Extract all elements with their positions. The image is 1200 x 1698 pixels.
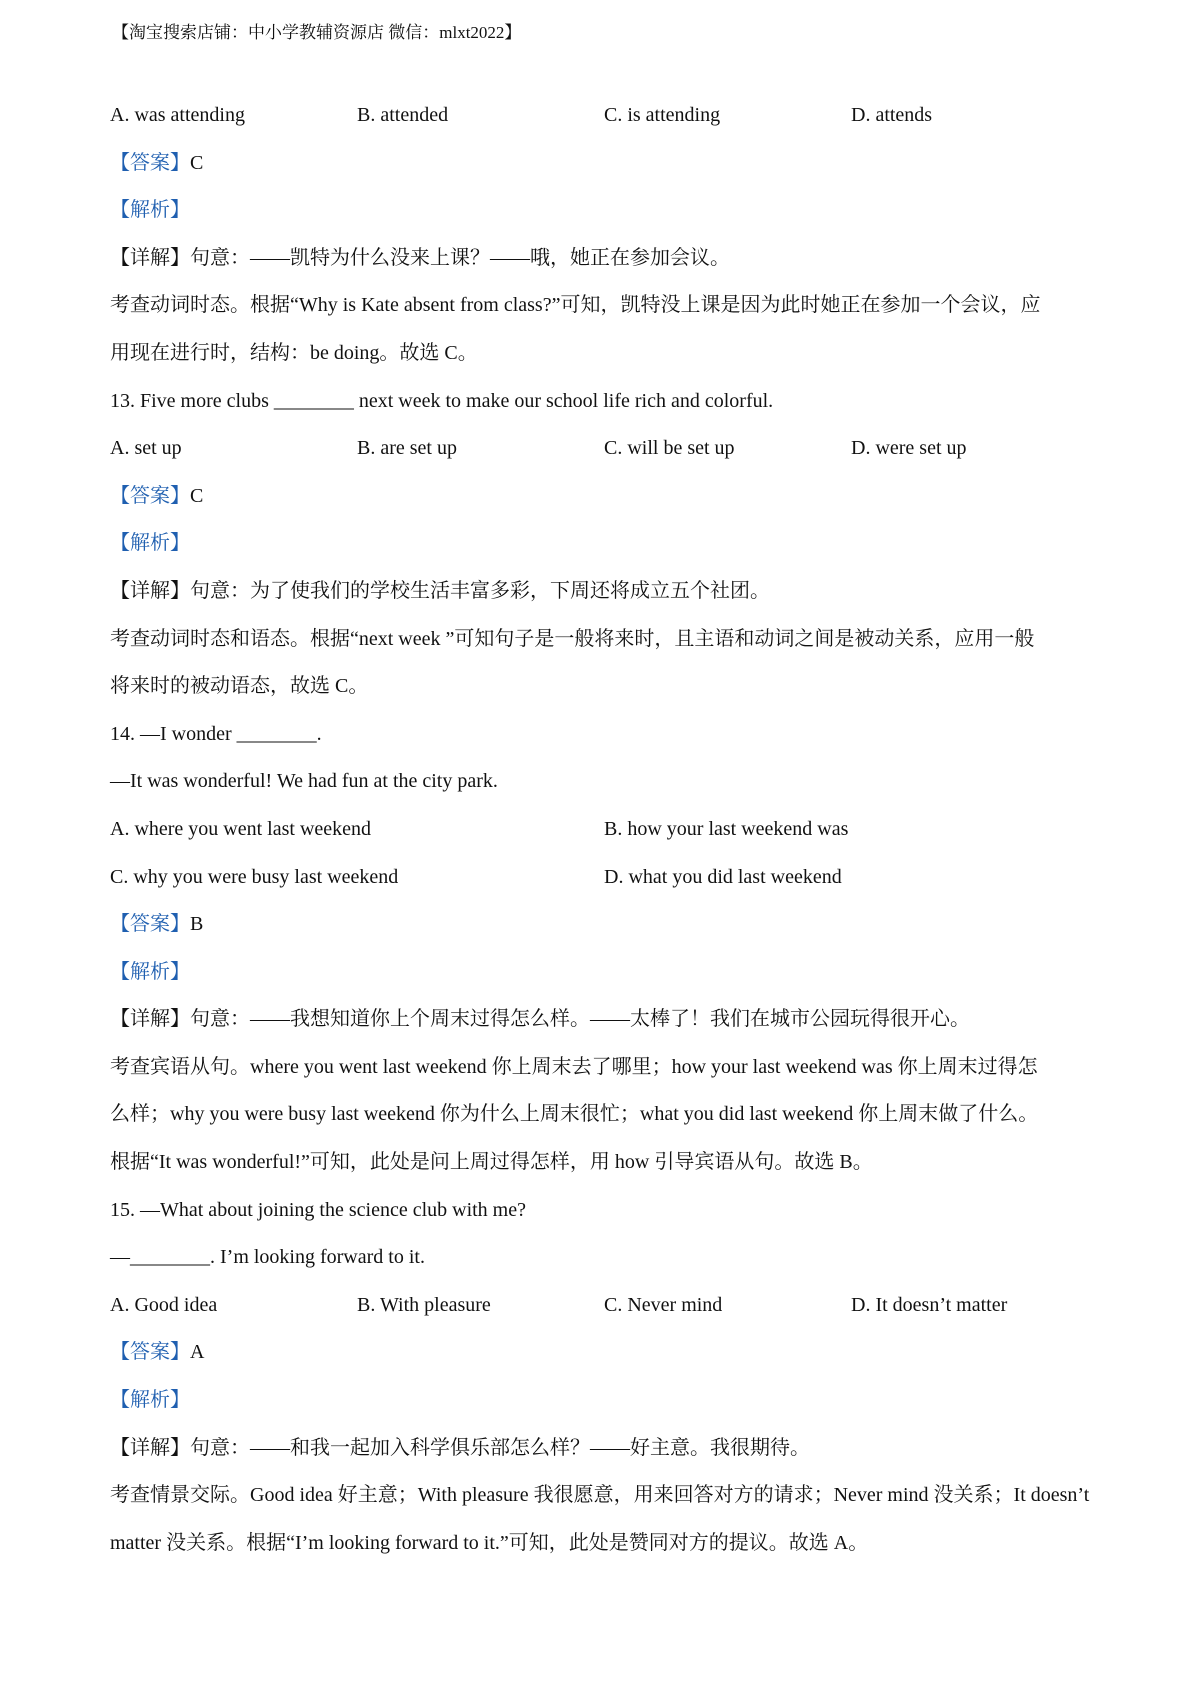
q13-detail-text: 句意：为了使我们的学校生活丰富多彩，下周还将成立五个社团。: [190, 579, 770, 602]
answer-label: 【答案】: [110, 151, 190, 174]
q15-option-d: D. It doesn’t matter: [851, 1293, 1008, 1316]
q13-option-a: A. set up: [110, 437, 182, 460]
q15-option-a: A. Good idea: [110, 1293, 218, 1316]
q12-answer: [110, 145, 1100, 193]
q13-detail: [110, 573, 1100, 621]
q13-option-b: B. are set up: [357, 437, 457, 460]
q13-answer: [110, 478, 1100, 526]
detail-label: 【详解】: [110, 1436, 190, 1459]
q15-analysis: [110, 1382, 1100, 1430]
q14-option-b: B. how your last weekend was: [604, 817, 849, 840]
q13-analysis: [110, 525, 1100, 573]
q12-answer-value: C: [190, 151, 204, 174]
q12-options: [110, 97, 1100, 145]
q15-detail-text: 句意：——和我一起加入科学俱乐部怎么样？——好主意。我很期待。: [190, 1436, 810, 1459]
q15-explain-line-1: 考查情景交际。Good idea 好主意；With pleasure 我很愿意，用来回答对方的请求；Never mind 没关系；It doesn’t: [110, 1484, 1090, 1507]
q15-stem: 15. —What about joining the science club with me?: [110, 1198, 526, 1221]
q14-option-d: D. what you did last weekend: [604, 865, 842, 888]
q14-detail: [110, 1001, 1100, 1049]
document-body: [110, 97, 1100, 1572]
answer-label: 【答案】: [110, 913, 190, 936]
analysis-label: 【解析】: [110, 199, 190, 222]
q15-options: [110, 1287, 1100, 1335]
q15-option-b: B. With pleasure: [357, 1293, 491, 1316]
q13-option-c: C. will be set up: [604, 437, 735, 460]
q13-answer-value: C: [190, 484, 204, 507]
detail-label: 【详解】: [110, 1008, 190, 1031]
q13-options: [110, 430, 1100, 478]
q12-explain-line-2: 用现在进行时，结构：be doing。故选 C。: [110, 341, 478, 364]
q12-option-d: D. attends: [851, 104, 933, 126]
q14-option-c: C. why you were busy last weekend: [110, 865, 399, 888]
q14-stem-reply: —It was wonderful! We had fun at the city park.: [110, 770, 498, 793]
answer-label: 【答案】: [110, 1341, 190, 1364]
q14-options-row-2: [110, 859, 1100, 907]
q13-option-d: D. were set up: [851, 437, 967, 460]
q12-option-a: A. was attending: [110, 104, 245, 126]
detail-label: 【详解】: [110, 579, 190, 602]
q14-explain-line-1: 考查宾语从句。where you went last weekend 你上周末去了哪里；how your last weekend was 你上周末过得怎: [110, 1055, 1038, 1078]
q15-option-c: C. Never mind: [604, 1293, 723, 1316]
q14-detail-text: 句意：——我想知道你上个周末过得怎么样。——太棒了！我们在城市公园玩得很开心。: [190, 1008, 970, 1031]
q12-detail-text: 句意：——凯特为什么没来上课？——哦，她正在参加会议。: [190, 246, 730, 269]
q12-option-b: B. attended: [357, 104, 449, 126]
q14-option-a: A. where you went last weekend: [110, 817, 372, 840]
q14-explain-line-2: 么样；why you were busy last weekend 你为什么上周末很忙；what you did last weekend 你上周末做了什么。: [110, 1103, 1039, 1126]
q14-stem: 14. —I wonder ________.: [110, 722, 322, 745]
q15-answer: [110, 1334, 1100, 1382]
q13-explain-line-2: 将来时的被动语态，故选 C。: [110, 675, 369, 698]
q13-explain-line-1: 考查动词时态和语态。根据“next week ”可知句子是一般将来时，且主语和动词之间是被动关系，应用一般: [110, 627, 1035, 650]
analysis-label: 【解析】: [110, 960, 190, 983]
q14-options-row-1: [110, 811, 1100, 859]
q12-analysis: [110, 192, 1100, 240]
q14-answer-value: B: [190, 913, 204, 936]
page-header: 【淘宝搜索店铺：中小学教辅资源店 微信：mlxt2022】: [112, 23, 522, 42]
q12-option-c: C. is attending: [604, 104, 721, 126]
q14-analysis: [110, 954, 1100, 1002]
q14-explain-line-3: 根据“It was wonderful!”可知，此处是问上周过得怎样，用 how 引导宾语从句。故选 B。: [110, 1151, 873, 1174]
q15-stem-reply: —________. I’m looking forward to it.: [110, 1246, 425, 1269]
answer-label: 【答案】: [110, 484, 190, 507]
q13-stem: 13. Five more clubs ________ next week to make our school life rich and colorful.: [110, 389, 774, 412]
q12-detail: [110, 240, 1100, 288]
q15-detail: [110, 1430, 1100, 1478]
q15-answer-value: A: [190, 1341, 205, 1364]
detail-label: 【详解】: [110, 246, 190, 269]
q14-answer: [110, 906, 1100, 954]
q12-explain-line-1: 考查动词时态。根据“Why is Kate absent from class?”可知，凯特没上课是因为此时她正在参加一个会议，应: [110, 294, 1041, 317]
analysis-label: 【解析】: [110, 532, 190, 555]
analysis-label: 【解析】: [110, 1389, 190, 1412]
q15-explain-line-2: matter 没关系。根据“I’m looking forward to it.”可知，此处是赞同对方的提议。故选 A。: [110, 1531, 869, 1554]
